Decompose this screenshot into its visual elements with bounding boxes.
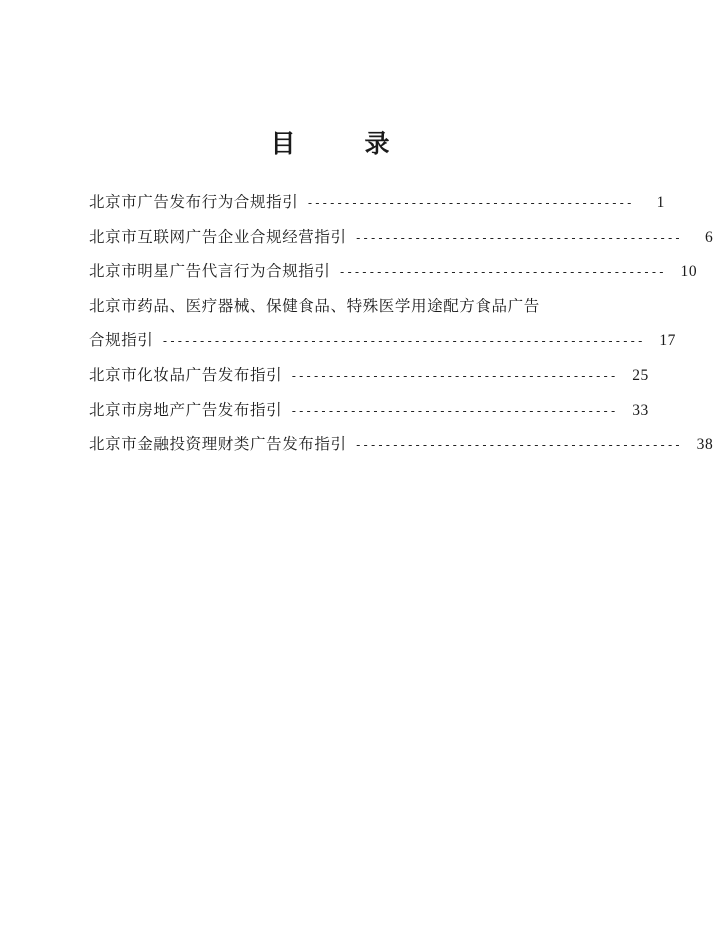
toc-page-number: 17 — [659, 332, 677, 350]
toc-page-number: 25 — [632, 366, 649, 384]
toc-page-number: 33 — [632, 401, 649, 419]
toc-entry-title: 北京市化妆品广告发布指引 — [89, 365, 283, 384]
toc-entry-title: 北京市金融投资理财类广告发布指引 — [89, 435, 347, 454]
toc-entry[interactable] — [89, 259, 698, 294]
toc-page-number: 38 — [696, 436, 713, 454]
toc-page-number: 10 — [680, 263, 698, 281]
toc-entry-title: 北京市房地产广告发布指引 — [89, 400, 283, 419]
toc-entry-wrapped-line2[interactable] — [89, 328, 677, 363]
toc-leader: -------------------------------------------- — [306, 196, 633, 210]
toc-entry[interactable] — [89, 398, 649, 433]
toc-entry-wrapped-line1[interactable] — [89, 294, 582, 329]
toc-leader: -------------------------------------------- — [290, 403, 617, 418]
toc-entry[interactable] — [89, 225, 713, 260]
table-of-contents — [89, 190, 713, 467]
toc-entry-title: 北京市广告发布行为合规指引 — [89, 193, 299, 211]
toc-entry[interactable] — [89, 190, 665, 225]
toc-entry[interactable] — [89, 432, 713, 467]
toc-entry-title: 北京市明星广告代言行为合规指引 — [89, 262, 331, 281]
toc-leader: -------------------------------------------- — [290, 368, 617, 383]
toc-leader: -------------------------------------------- — [354, 438, 682, 453]
toc-leader: -------------------------------------------- — [338, 265, 666, 280]
toc-title: 目 录 — [270, 129, 412, 158]
toc-leader: ----------------------------------------------------------------- — [161, 334, 645, 349]
toc-entry[interactable] — [89, 363, 649, 398]
toc-entry-title: 北京市互联网广告企业合规经营指引 — [89, 227, 347, 246]
toc-entry-title-continued: 合规指引 — [89, 331, 154, 350]
toc-entry-title: 北京市药品、医疗器械、保健食品、特殊医学用途配方食品广告 — [89, 296, 540, 315]
toc-leader: -------------------------------------------- — [354, 230, 682, 245]
toc-page-number: 1 — [656, 194, 665, 211]
toc-page-number: 6 — [704, 228, 713, 246]
